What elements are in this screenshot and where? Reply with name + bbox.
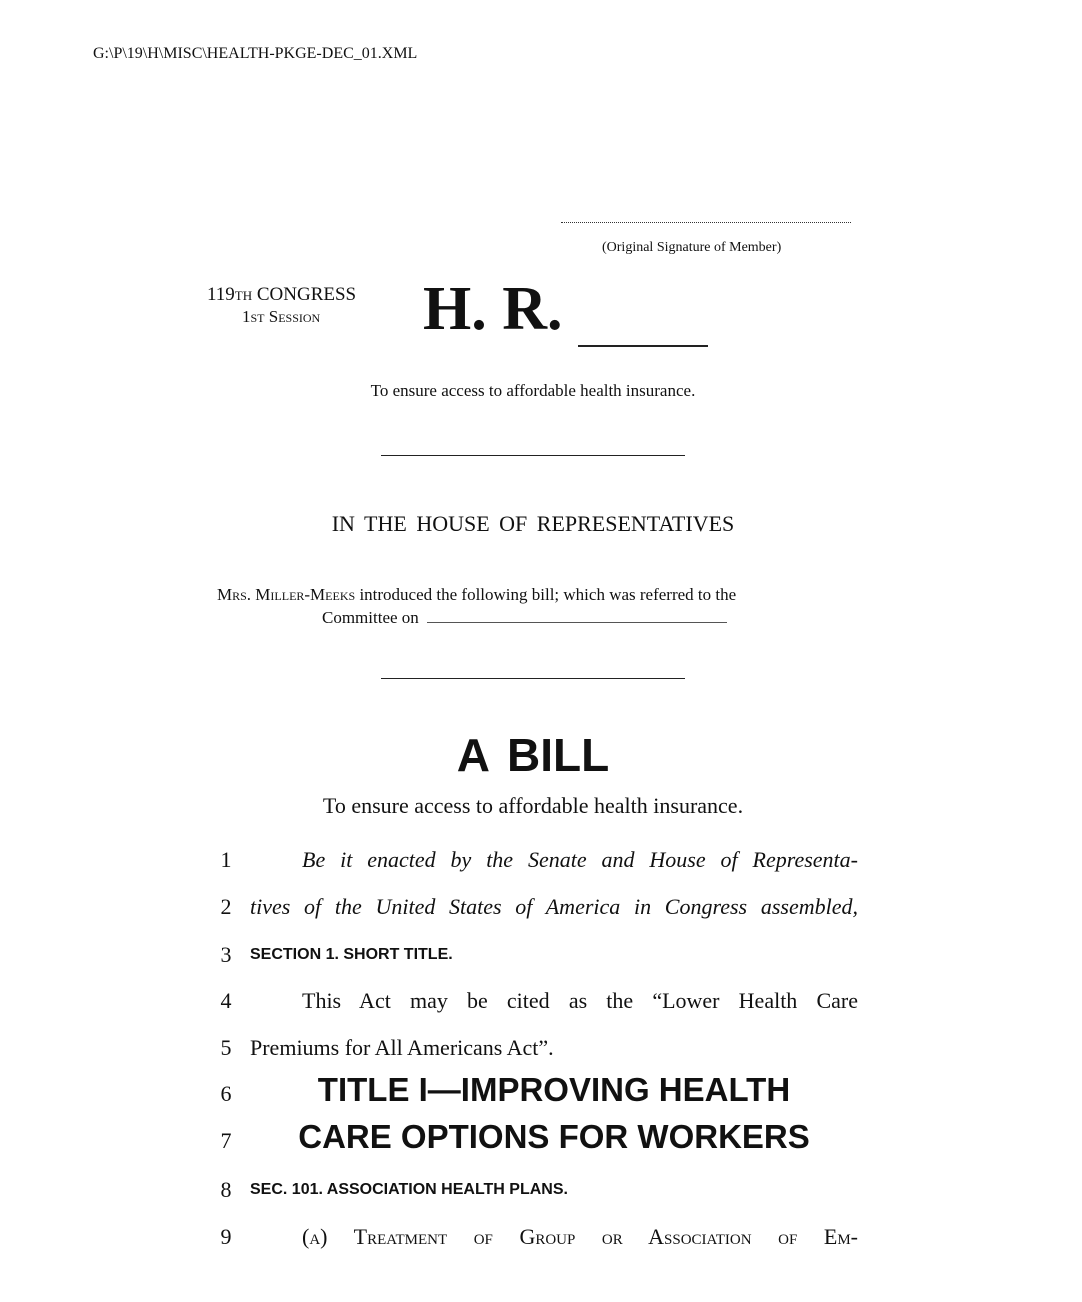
enacting-clause-line: Be it enacted by the Senate and House of Representa- <box>302 847 858 872</box>
line-number: 5 <box>220 1035 232 1060</box>
line-number: 6 <box>220 1081 232 1106</box>
sponsor-name: Mrs. Miller-Meeks <box>217 585 356 604</box>
body-text-line: This Act may be cited as the “Lower Health Care <box>302 988 858 1013</box>
divider <box>381 678 685 679</box>
committee-blank <box>427 622 727 623</box>
title-heading: TITLE I—IMPROVING HEALTH <box>317 1071 791 1108</box>
line-number: 7 <box>220 1128 232 1153</box>
chamber-heading: IN THE HOUSE OF REPRESENTATIVES <box>331 511 735 536</box>
short-description: To ensure access to affordable health insurance. <box>370 381 696 400</box>
introduction-text: introduced the following bill; which was referred to the <box>359 585 737 604</box>
line-number: 4 <box>220 988 232 1013</box>
signature-caption: (Original Signature of Member) <box>602 240 782 255</box>
divider <box>381 455 685 456</box>
signature-dotted-line <box>561 212 851 223</box>
line-number: 8 <box>220 1177 232 1202</box>
introduction-line <box>217 585 736 605</box>
section-heading: SECTION 1. SHORT TITLE. <box>250 946 453 963</box>
section-heading: SEC. 101. ASSOCIATION HEALTH PLANS. <box>250 1181 568 1198</box>
committee-label: Committee on <box>322 608 419 627</box>
line-number: 3 <box>220 942 232 967</box>
bill-heading: A BILL <box>456 729 610 781</box>
enacting-clause-line: tives of the United States of America in Congress assembled, <box>250 894 858 919</box>
line-number: 1 <box>220 847 232 872</box>
file-path-header: G:\P\19\H\MISC\HEALTH-PKGE-DEC_01.XML <box>93 45 418 62</box>
title-heading: CARE OPTIONS FOR WORKERS <box>298 1118 810 1155</box>
body-text-line: Premiums for All Americans Act”. <box>250 1035 554 1060</box>
subsection-heading: (a) Treatment of Group or Association of Em- <box>302 1224 858 1249</box>
line-number: 2 <box>220 894 232 919</box>
line-number: 9 <box>220 1224 232 1249</box>
committee-line <box>322 608 727 628</box>
bill-number-blank <box>578 345 708 347</box>
bill-designation: H. R. <box>423 275 563 343</box>
congress-label: 119th CONGRESS <box>207 284 357 305</box>
session-label: 1st Session <box>242 307 321 326</box>
long-title: To ensure access to affordable health insurance. <box>322 793 744 818</box>
